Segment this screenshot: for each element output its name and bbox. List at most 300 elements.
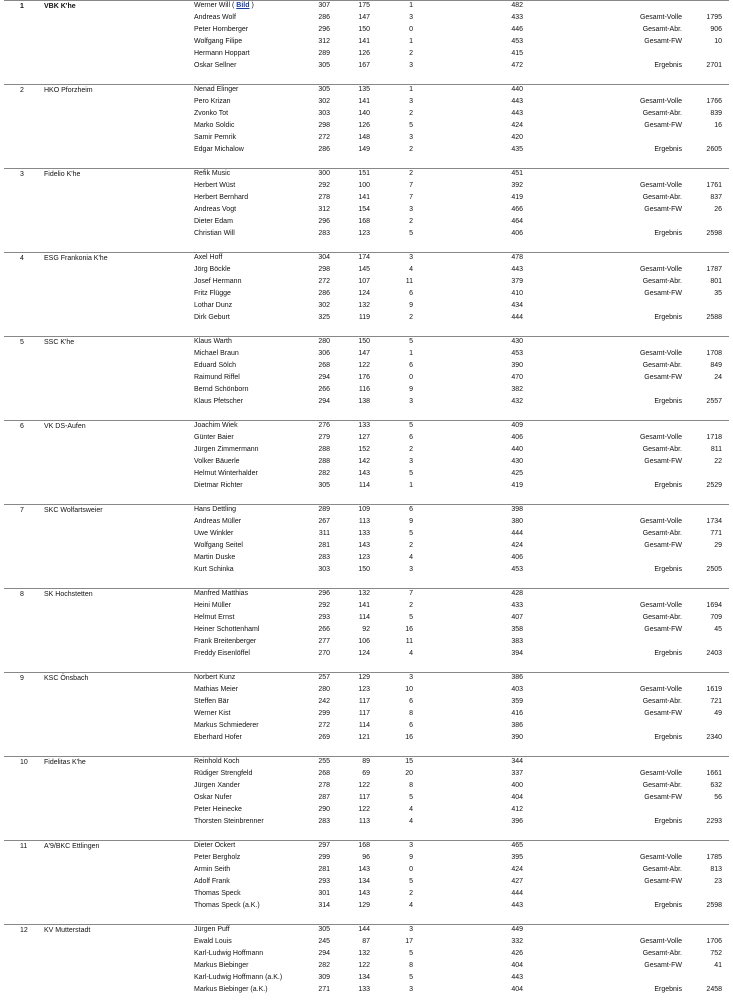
player-volle: 283 (318, 230, 330, 237)
player-row (0, 972, 733, 984)
player-total: 428 (511, 590, 523, 597)
player-fehlwuerfe: 3 (409, 842, 413, 849)
player-row (0, 852, 733, 864)
player-abraeumen: 87 (362, 938, 370, 945)
player-volle: 282 (318, 470, 330, 477)
team-rank: 3 (20, 171, 24, 178)
team-block (0, 0, 733, 84)
player-total: 427 (511, 878, 523, 885)
player-row (0, 132, 733, 144)
photo-link[interactable]: Bild (236, 2, 250, 9)
player-total: 386 (511, 722, 523, 729)
player-name (194, 888, 241, 900)
player-abraeumen: 168 (358, 842, 370, 849)
player-fehlwuerfe: 2 (409, 890, 413, 897)
player-name-text: Raimund Riffel (194, 374, 240, 381)
player-name (194, 204, 236, 216)
player-fehlwuerfe: 3 (409, 134, 413, 141)
player-row (0, 756, 733, 768)
team-ergebnis-label: Ergebnis (654, 986, 682, 993)
player-volle: 277 (318, 638, 330, 645)
player-abraeumen: 168 (358, 218, 370, 225)
player-abraeumen: 143 (358, 542, 370, 549)
player-volle: 276 (318, 422, 330, 429)
player-fehlwuerfe: 3 (409, 62, 413, 69)
player-name (194, 624, 259, 636)
player-row (0, 960, 733, 972)
team-gesamt-fw-value: 16 (714, 122, 722, 129)
player-name-text: Martin Duske (194, 554, 236, 561)
player-row (0, 444, 733, 456)
player-total: 444 (511, 530, 523, 537)
player-row (0, 840, 733, 852)
player-abraeumen: 109 (358, 506, 370, 513)
player-fehlwuerfe: 6 (409, 362, 413, 369)
player-abraeumen: 148 (358, 134, 370, 141)
team-club: VBK K'he (44, 3, 76, 10)
player-abraeumen: 96 (362, 854, 370, 861)
player-fehlwuerfe: 7 (409, 182, 413, 189)
team-club: KV Mutterstadt (44, 927, 91, 934)
player-name-text: Fritz Flügge (194, 290, 231, 297)
team-gesamt-volle-value: 1706 (706, 938, 722, 945)
player-total: 472 (511, 62, 523, 69)
player-volle: 289 (318, 50, 330, 57)
team-ergebnis-value: 2701 (706, 62, 722, 69)
team-gesamt-abr-label: Gesamt-Abr. (642, 110, 682, 117)
player-fehlwuerfe: 16 (405, 734, 413, 741)
player-name (194, 396, 243, 408)
player-volle: 294 (318, 398, 330, 405)
player-name-text: Günter Baier (194, 434, 234, 441)
team-gesamt-abr-value: 771 (710, 530, 722, 537)
player-total: 430 (511, 338, 523, 345)
player-fehlwuerfe: 5 (409, 470, 413, 477)
player-fehlwuerfe: 11 (405, 638, 413, 645)
team-ergebnis-label: Ergebnis (654, 146, 682, 153)
player-name (194, 468, 258, 480)
player-abraeumen: 154 (358, 206, 370, 213)
player-total: 394 (511, 650, 523, 657)
team-gesamt-abr-value: 721 (710, 698, 722, 705)
player-name-text: Nenad Elinger (194, 86, 239, 93)
player-total: 470 (511, 374, 523, 381)
team-gesamt-abr-value: 837 (710, 194, 722, 201)
player-volle: 266 (318, 626, 330, 633)
team-gesamt-abr-value: 906 (710, 26, 722, 33)
player-name-text: Pero Krizan (194, 98, 231, 105)
player-fehlwuerfe: 9 (409, 302, 413, 309)
team-club: ESG Frankonia K'he (44, 255, 108, 262)
team-ergebnis-label: Ergebnis (654, 62, 682, 69)
player-row (0, 936, 733, 948)
player-volle: 280 (318, 686, 330, 693)
player-row (0, 600, 733, 612)
player-fehlwuerfe: 5 (409, 794, 413, 801)
player-name-text: Oskar Sellner (194, 62, 237, 69)
player-name-text: Michael Braun (194, 350, 239, 357)
player-name-text: Adolf Frank (194, 878, 230, 885)
team-block (0, 420, 733, 504)
player-abraeumen: 134 (358, 974, 370, 981)
team-gesamt-volle-value: 1718 (706, 434, 722, 441)
player-name (194, 372, 240, 384)
player-abraeumen: 132 (358, 950, 370, 957)
player-volle: 288 (318, 458, 330, 465)
player-total: 440 (511, 86, 523, 93)
player-abraeumen: 138 (358, 398, 370, 405)
player-name-text: Jörg Böckle (194, 266, 231, 273)
player-total: 482 (511, 2, 523, 9)
player-name-text: Andreas Vogt (194, 206, 237, 213)
player-total: 400 (511, 782, 523, 789)
team-ergebnis-value: 2293 (706, 818, 722, 825)
team-gesamt-abr-label: Gesamt-Abr. (642, 866, 682, 873)
team-gesamt-volle-label: Gesamt-Volle (639, 266, 682, 273)
player-row (0, 900, 733, 912)
player-volle: 272 (318, 722, 330, 729)
player-name-text: Mathias Meier (194, 686, 238, 693)
player-fehlwuerfe: 2 (409, 314, 413, 321)
player-abraeumen: 126 (358, 122, 370, 129)
player-fehlwuerfe: 4 (409, 554, 413, 561)
player-fehlwuerfe: 6 (409, 290, 413, 297)
team-ergebnis-label: Ergebnis (654, 314, 682, 321)
player-volle: 314 (318, 902, 330, 909)
team-gesamt-volle-value: 1761 (706, 182, 722, 189)
player-fehlwuerfe: 2 (409, 170, 413, 177)
team-ergebnis-value: 2557 (706, 398, 722, 405)
player-name (194, 384, 248, 396)
team-gesamt-fw-label: Gesamt-FW (644, 38, 682, 45)
player-total: 359 (511, 698, 523, 705)
player-name-text: Freddy Eisenlöffel (194, 650, 250, 657)
player-fehlwuerfe: 3 (409, 674, 413, 681)
player-abraeumen: 113 (358, 518, 370, 525)
player-fehlwuerfe: 1 (409, 350, 413, 357)
team-rank: 9 (20, 675, 24, 682)
player-abraeumen: 114 (358, 722, 370, 729)
team-gesamt-fw-value: 26 (714, 206, 722, 213)
player-fehlwuerfe: 9 (409, 854, 413, 861)
player-row (0, 192, 733, 204)
player-total: 332 (511, 938, 523, 945)
player-total: 465 (511, 842, 523, 849)
player-volle: 287 (318, 794, 330, 801)
paren-open: ( (230, 2, 237, 9)
team-rank: 2 (20, 87, 24, 94)
player-total: 416 (511, 710, 523, 717)
team-gesamt-volle-value: 1787 (706, 266, 722, 273)
player-abraeumen: 141 (358, 98, 370, 105)
player-name-text: Helmut Ernst (194, 614, 235, 621)
player-total: 386 (511, 674, 523, 681)
player-total: 443 (511, 110, 523, 117)
player-row (0, 372, 733, 384)
player-volle: 296 (318, 26, 330, 33)
player-total: 344 (511, 758, 523, 765)
player-name-text: Thomas Speck (a.K.) (194, 902, 260, 909)
player-volle: 290 (318, 806, 330, 813)
player-name-text: Axel Hoff (194, 254, 223, 261)
player-abraeumen: 141 (358, 38, 370, 45)
player-name (194, 864, 230, 876)
player-abraeumen: 147 (358, 14, 370, 21)
player-name (194, 612, 234, 624)
player-name-text: Jürgen Puff (194, 926, 230, 933)
player-name (194, 360, 236, 372)
player-total: 404 (511, 986, 523, 993)
team-ergebnis-label: Ergebnis (654, 650, 682, 657)
player-volle: 311 (318, 530, 330, 537)
team-gesamt-volle-value: 1619 (706, 686, 722, 693)
team-club: VK DS-Aufen (44, 423, 86, 430)
player-fehlwuerfe: 2 (409, 542, 413, 549)
player-abraeumen: 122 (358, 362, 370, 369)
player-total: 390 (511, 734, 523, 741)
player-volle: 305 (318, 482, 330, 489)
player-total: 453 (511, 350, 523, 357)
player-fehlwuerfe: 15 (405, 758, 413, 765)
player-row (0, 504, 733, 516)
player-fehlwuerfe: 5 (409, 878, 413, 885)
player-volle: 278 (318, 194, 330, 201)
player-total: 433 (511, 602, 523, 609)
player-name (194, 84, 238, 96)
player-row (0, 396, 733, 408)
team-club: A'9/BKC Ettlingen (44, 843, 100, 850)
team-ergebnis-label: Ergebnis (654, 230, 682, 237)
team-gesamt-abr-label: Gesamt-Abr. (642, 614, 682, 621)
player-total: 432 (511, 398, 523, 405)
player-volle: 302 (318, 302, 330, 309)
team-gesamt-volle-value: 1708 (706, 350, 722, 357)
player-name-text: Herbert Wüst (194, 182, 236, 189)
player-fehlwuerfe: 4 (409, 902, 413, 909)
player-row (0, 84, 733, 96)
player-volle: 293 (318, 878, 330, 885)
player-name-text: Samir Pemrik (194, 134, 237, 141)
team-ergebnis-label: Ergebnis (654, 818, 682, 825)
team-gesamt-abr-label: Gesamt-Abr. (642, 698, 682, 705)
team-gesamt-fw-label: Gesamt-FW (644, 206, 682, 213)
player-name (194, 600, 231, 612)
player-abraeumen: 123 (358, 554, 370, 561)
player-total: 466 (511, 206, 523, 213)
player-row (0, 636, 733, 648)
player-name-text: Jürgen Xander (194, 782, 240, 789)
player-row (0, 204, 733, 216)
team-gesamt-fw-value: 29 (714, 542, 722, 549)
player-row (0, 312, 733, 324)
player-name (194, 528, 233, 540)
player-volle: 270 (318, 650, 330, 657)
player-abraeumen: 89 (362, 758, 370, 765)
player-total: 444 (511, 314, 523, 321)
player-row (0, 684, 733, 696)
player-name (194, 180, 235, 192)
team-club: Fidelio K'he (44, 171, 81, 178)
player-fehlwuerfe: 20 (405, 770, 413, 777)
player-fehlwuerfe: 3 (409, 398, 413, 405)
team-gesamt-fw-label: Gesamt-FW (644, 458, 682, 465)
team-ergebnis-value: 2598 (706, 230, 722, 237)
player-volle: 325 (318, 314, 330, 321)
player-total: 409 (511, 422, 523, 429)
player-total: 435 (511, 146, 523, 153)
player-total: 406 (511, 230, 523, 237)
player-name (194, 420, 238, 432)
player-volle: 272 (318, 278, 330, 285)
team-gesamt-abr-label: Gesamt-Abr. (642, 278, 682, 285)
player-row (0, 0, 733, 12)
player-volle: 298 (318, 266, 330, 273)
team-club: HKO Pforzheim (44, 87, 93, 94)
player-fehlwuerfe: 3 (409, 926, 413, 933)
player-fehlwuerfe: 3 (409, 566, 413, 573)
player-abraeumen: 114 (358, 614, 370, 621)
player-name (194, 228, 235, 240)
team-block (0, 84, 733, 168)
player-name (194, 96, 231, 108)
player-abraeumen: 117 (358, 710, 370, 717)
player-abraeumen: 127 (358, 434, 370, 441)
player-name-text: Josef Hermann (194, 278, 242, 285)
player-name (194, 432, 234, 444)
player-row (0, 168, 733, 180)
player-abraeumen: 140 (358, 110, 370, 117)
player-row (0, 36, 733, 48)
player-name (194, 60, 236, 72)
team-block (0, 756, 733, 840)
player-row (0, 864, 733, 876)
player-name (194, 12, 236, 24)
player-fehlwuerfe: 6 (409, 698, 413, 705)
player-name-text: Christian Will (194, 230, 235, 237)
player-fehlwuerfe: 1 (409, 482, 413, 489)
player-name (194, 288, 231, 300)
player-name-text: Markus Biebinger (194, 962, 249, 969)
team-gesamt-fw-value: 45 (714, 626, 722, 633)
player-fehlwuerfe: 6 (409, 434, 413, 441)
player-name (194, 516, 241, 528)
player-volle: 294 (318, 374, 330, 381)
player-total: 443 (511, 902, 523, 909)
player-row (0, 144, 733, 156)
team-ergebnis-value: 2588 (706, 314, 722, 321)
player-row (0, 564, 733, 576)
team-gesamt-abr-value: 839 (710, 110, 722, 117)
player-total: 426 (511, 950, 523, 957)
team-gesamt-volle-label: Gesamt-Volle (639, 686, 682, 693)
player-row (0, 768, 733, 780)
player-row (0, 432, 733, 444)
player-name (194, 948, 263, 960)
player-row (0, 276, 733, 288)
player-name-text: Rüdiger Strengfeld (194, 770, 253, 777)
player-name-text: Werner Kist (194, 710, 231, 717)
player-total: 382 (511, 386, 523, 393)
player-abraeumen: 106 (358, 638, 370, 645)
player-abraeumen: 175 (358, 2, 370, 9)
player-name-text: Karl-Ludwig Hoffmann (a.K.) (194, 974, 283, 981)
player-name (194, 960, 248, 972)
player-fehlwuerfe: 1 (409, 86, 413, 93)
player-name (194, 876, 230, 888)
team-gesamt-volle-value: 1795 (706, 14, 722, 21)
player-name (194, 108, 228, 120)
player-fehlwuerfe: 0 (409, 866, 413, 873)
player-name-text: Edgar Michalow (194, 146, 244, 153)
player-name (194, 672, 235, 684)
team-club: Fidelitas K'he (44, 759, 86, 766)
player-volle: 272 (318, 134, 330, 141)
player-total: 383 (511, 638, 523, 645)
player-volle: 299 (318, 710, 330, 717)
player-total: 415 (511, 50, 523, 57)
player-fehlwuerfe: 4 (409, 818, 413, 825)
team-gesamt-volle-label: Gesamt-Volle (639, 770, 682, 777)
team-gesamt-fw-value: 49 (714, 710, 722, 717)
player-name-text: Oskar Nufer (194, 794, 232, 801)
player-abraeumen: 69 (362, 770, 370, 777)
player-volle: 292 (318, 182, 330, 189)
team-gesamt-volle-label: Gesamt-Volle (639, 854, 682, 861)
player-name (194, 924, 230, 936)
player-name (194, 36, 242, 48)
player-volle: 267 (318, 518, 330, 525)
player-volle: 307 (318, 2, 330, 9)
player-name-text: Norbert Kunz (194, 674, 236, 681)
player-abraeumen: 144 (358, 926, 370, 933)
player-row (0, 804, 733, 816)
team-gesamt-abr-label: Gesamt-Abr. (642, 194, 682, 201)
player-total: 404 (511, 962, 523, 969)
team-ergebnis-value: 2458 (706, 986, 722, 993)
team-gesamt-volle-label: Gesamt-Volle (639, 98, 682, 105)
team-gesamt-abr-value: 811 (710, 446, 722, 453)
player-name (194, 816, 264, 828)
player-name (194, 444, 259, 456)
player-row (0, 672, 733, 684)
player-row (0, 516, 733, 528)
team-rank: 8 (20, 591, 24, 598)
player-volle: 245 (318, 938, 330, 945)
player-fehlwuerfe: 2 (409, 446, 413, 453)
team-gesamt-fw-label: Gesamt-FW (644, 122, 682, 129)
player-row (0, 696, 733, 708)
player-volle: 268 (318, 362, 330, 369)
player-volle: 301 (318, 890, 330, 897)
player-volle: 305 (318, 86, 330, 93)
player-total: 446 (511, 26, 523, 33)
player-fehlwuerfe: 5 (409, 974, 413, 981)
player-fehlwuerfe: 17 (405, 938, 413, 945)
player-fehlwuerfe: 2 (409, 218, 413, 225)
player-total: 419 (511, 194, 523, 201)
player-volle: 286 (318, 290, 330, 297)
team-gesamt-fw-label: Gesamt-FW (644, 626, 682, 633)
player-abraeumen: 126 (358, 50, 370, 57)
player-row (0, 540, 733, 552)
player-abraeumen: 119 (358, 314, 370, 321)
player-total: 443 (511, 98, 523, 105)
player-fehlwuerfe: 10 (405, 686, 413, 693)
team-rank: 12 (20, 927, 28, 934)
team-gesamt-fw-value: 22 (714, 458, 722, 465)
player-name (194, 336, 232, 348)
player-volle: 281 (318, 542, 330, 549)
